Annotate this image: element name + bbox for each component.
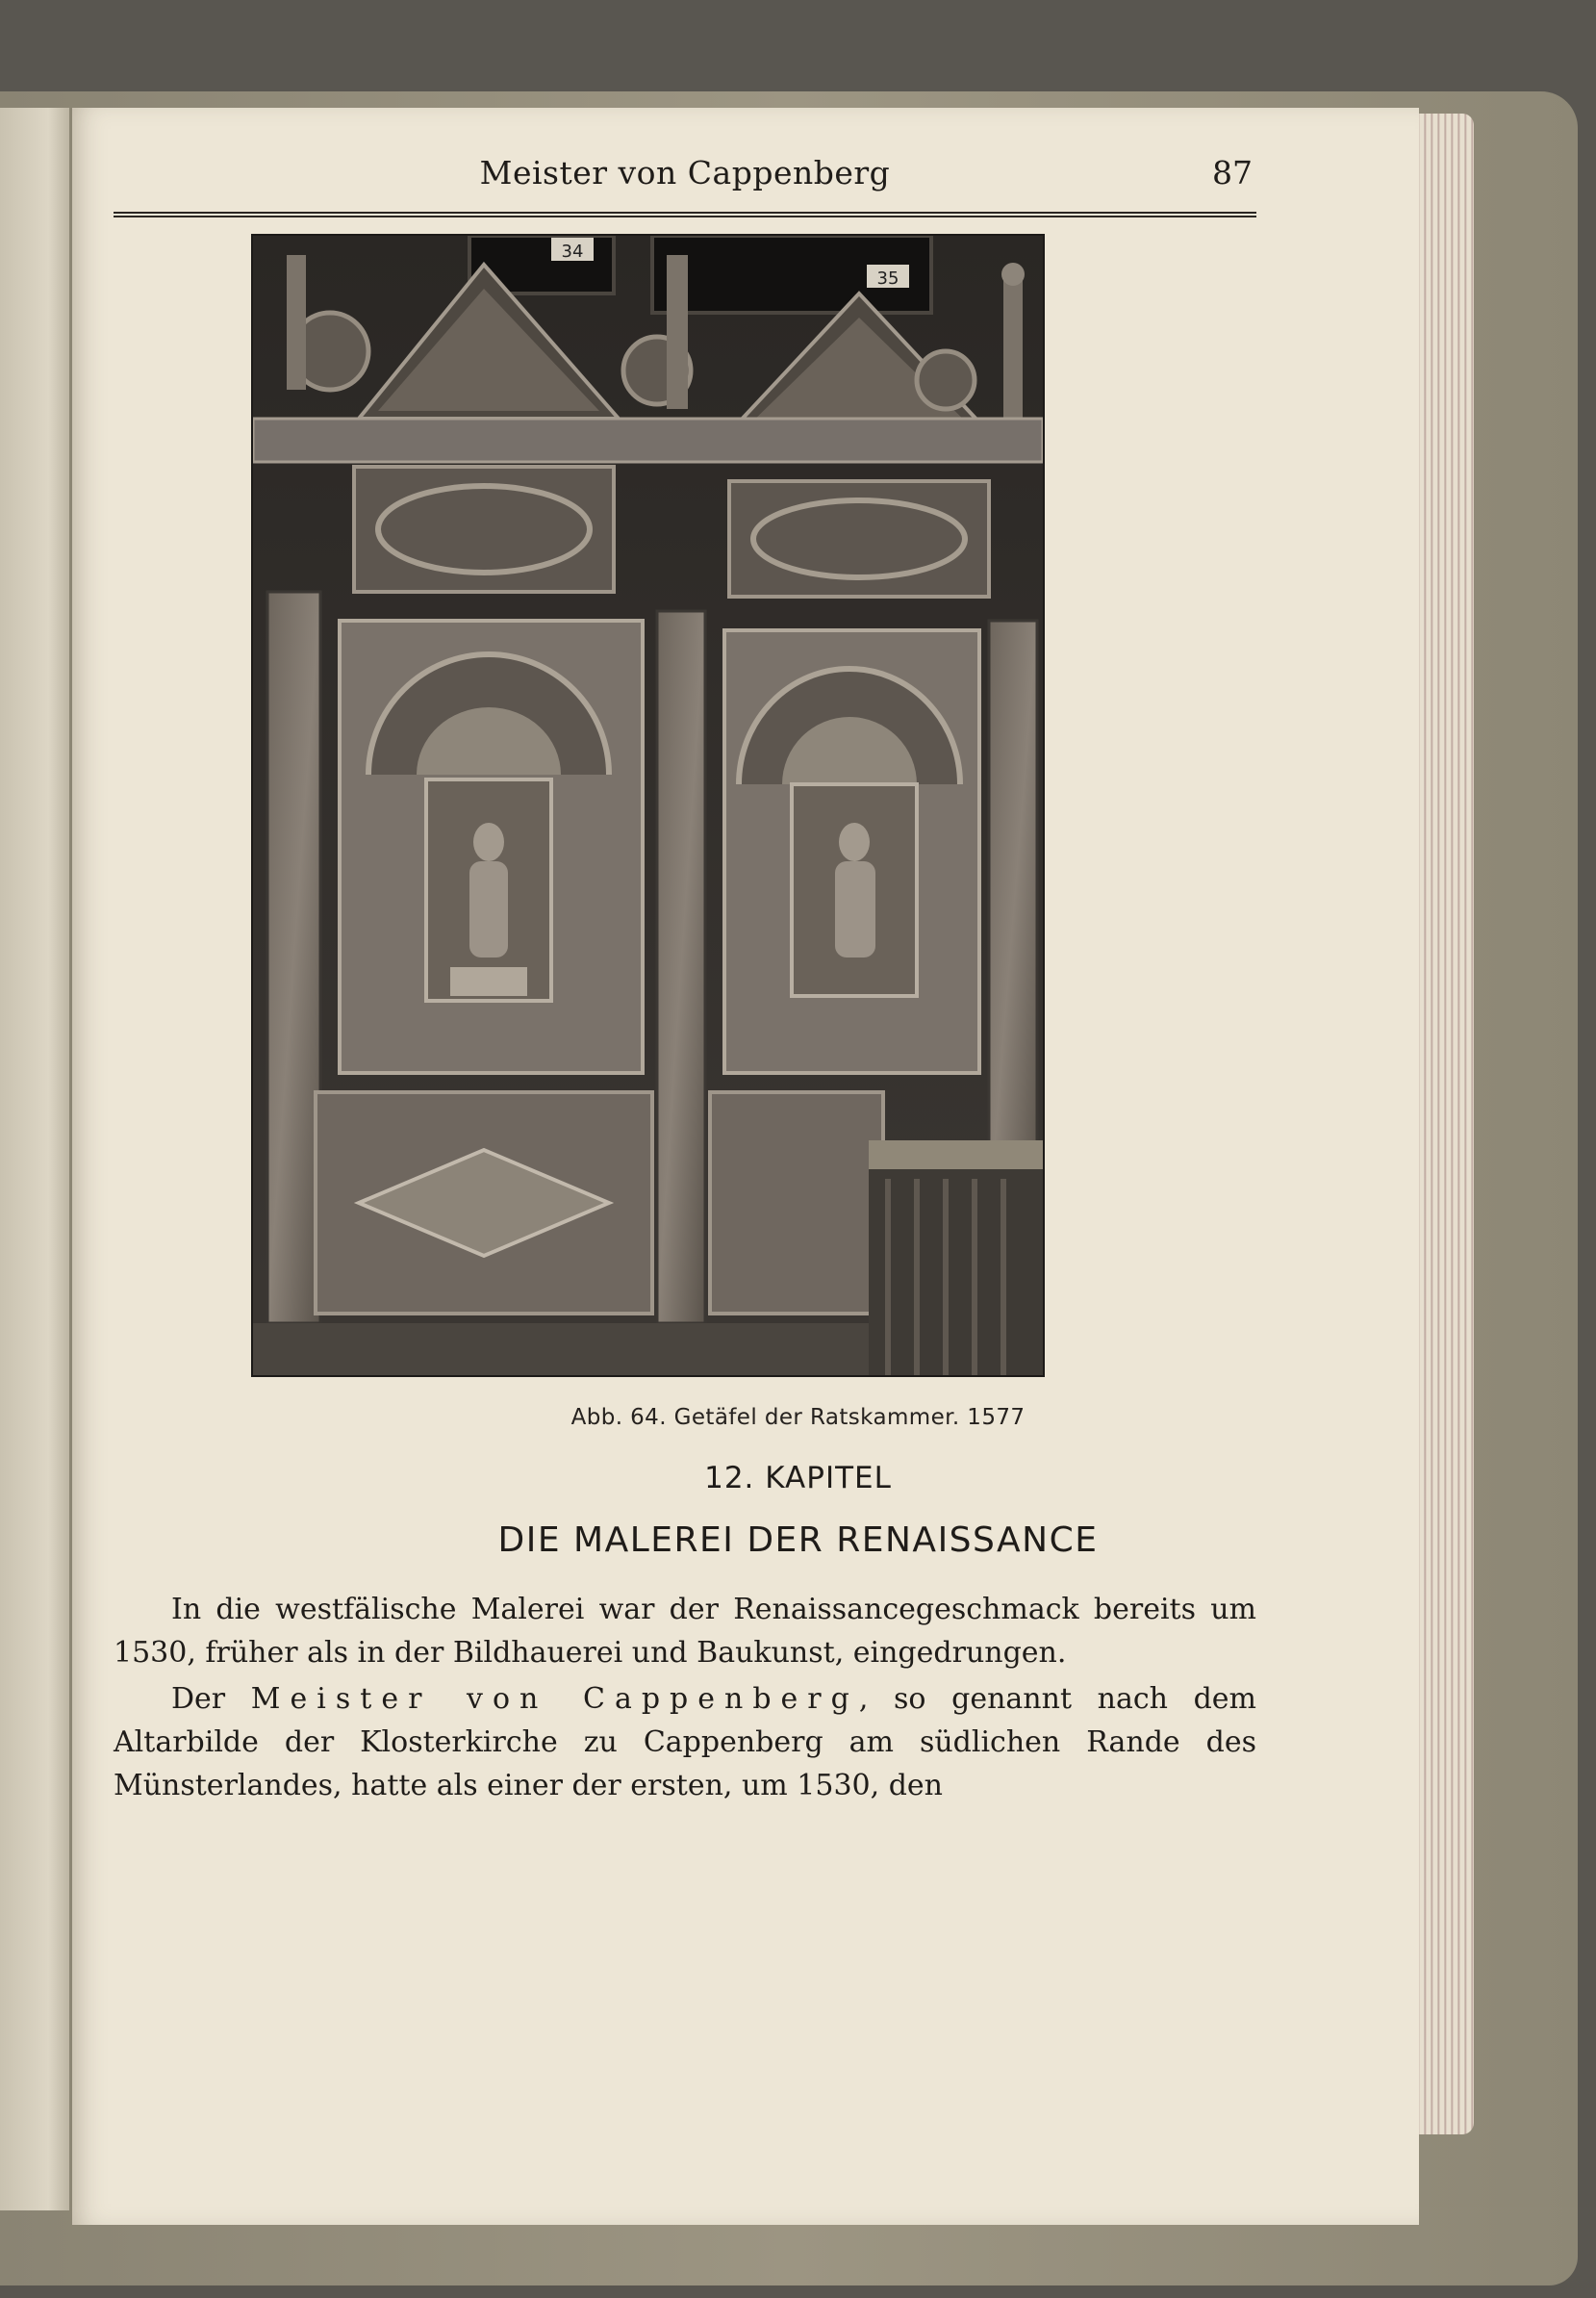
frame-label-34 <box>551 238 594 262</box>
page-number: 87 <box>1212 154 1253 192</box>
body-text <box>114 1588 1256 1810</box>
svg-text:35: 35 <box>876 268 899 289</box>
paragraph-2 <box>114 1677 1256 1807</box>
left-page-edge <box>0 108 69 2210</box>
paragraph-1: In die westfälische Malerei war der Renaissancegeschmack bereits um 1530, früher als in der Bildhauerei und Baukunst, eingedrungen. <box>114 1593 1256 1670</box>
svg-text:34: 34 <box>561 242 584 262</box>
figure-caption: Abb. 64. Getäfel der Ratskammer. 1577 <box>570 1405 1026 1430</box>
paneling-illustration <box>253 236 1043 1375</box>
chapter-title: DIE MALEREI DER RENAISSANCE <box>497 1520 1099 1560</box>
spaced-name: Meister von Cappenberg <box>250 1682 859 1716</box>
chapter-number: 12. KAPITEL <box>704 1461 892 1495</box>
running-head <box>114 154 1256 214</box>
paragraph-2-start: Der <box>171 1682 251 1716</box>
header-rule <box>114 216 1256 217</box>
frame-label-35 <box>867 265 909 289</box>
paragraph-2-rest: , so genannt nach dem Altarbilde der Klosterkirche zu Cappenberg am südlichen Rande des Münsterlandes, hatte als einer der ersten, um 1530, den <box>114 1682 1257 1802</box>
running-title: Meister von Cappenberg <box>479 154 891 192</box>
figure-photo <box>251 234 1045 1377</box>
